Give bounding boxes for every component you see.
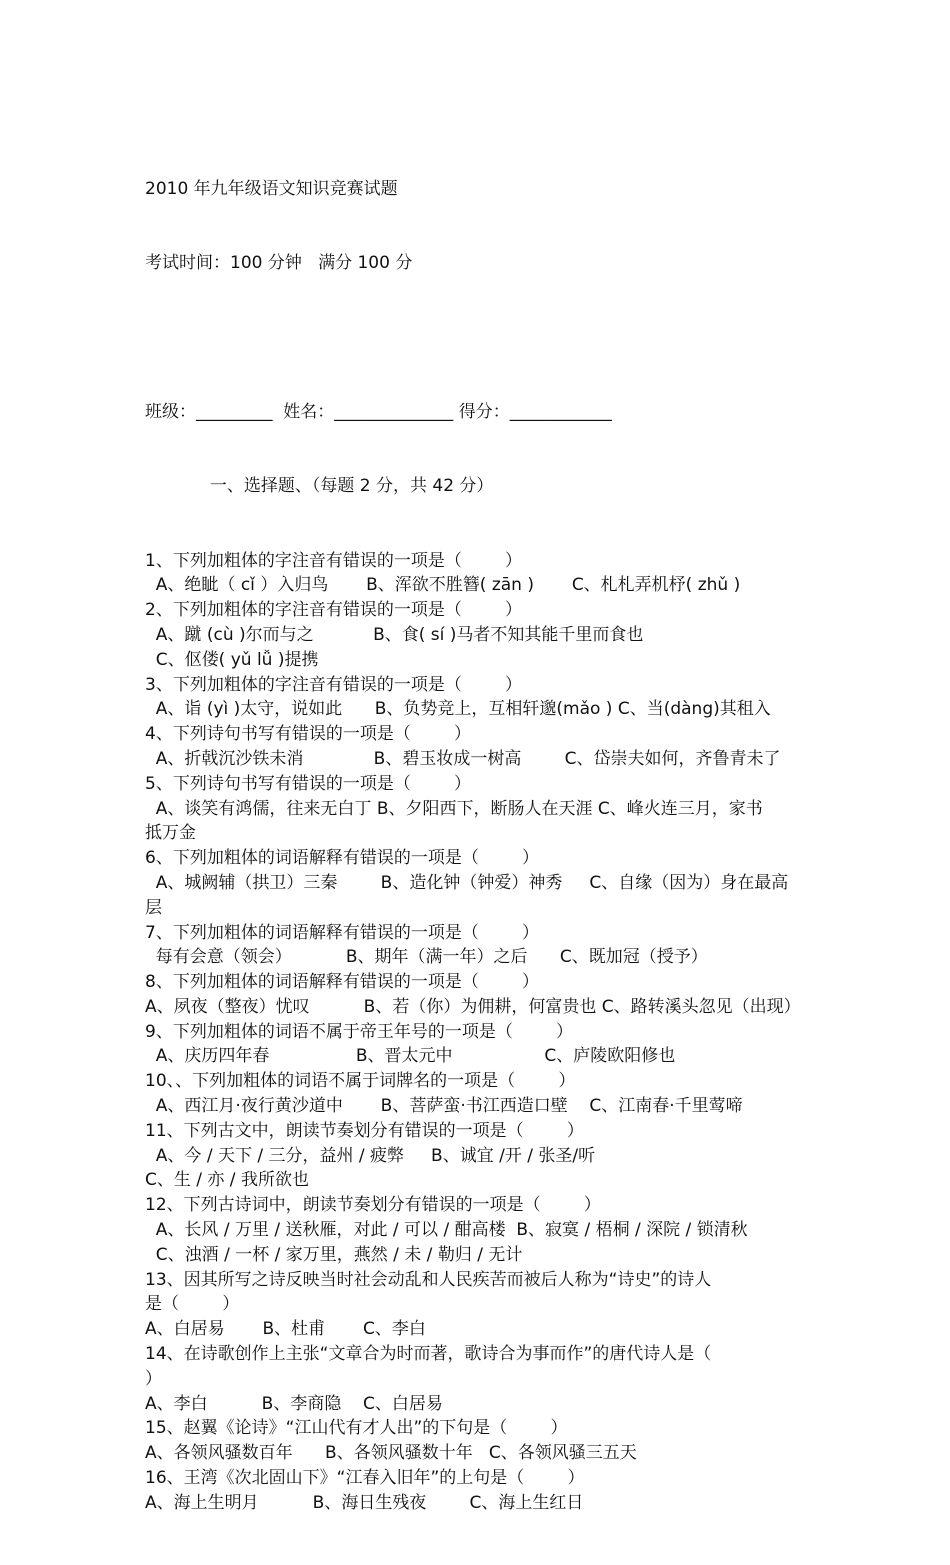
question-line: 15、赵翼《论诗》“江山代有才人出”的下句是（ ）: [145, 1418, 568, 1439]
question-line: 抵万金: [145, 823, 196, 844]
question-line: 8、下列加粗体的词语解释有错误的一项是（ ）: [145, 972, 540, 993]
question-line: A、白居易 B、杜甫 C、李白: [145, 1319, 426, 1340]
exam-title: 2010 年九年级语文知识竞赛试题: [145, 178, 398, 199]
question-line: A、绝眦（ cǐ ）入归鸟 B、浑欲不胜簪( zān ) C、札札弄机杼( zhǔ ): [145, 575, 741, 596]
question-lines: [145, 549, 820, 1516]
exam-content: [145, 127, 820, 1565]
section-heading: 一、选择题、（每题 2 分，共 42 分）: [145, 476, 494, 497]
question-line: 12、下列古诗词中，朗读节奏划分有错误的一项是（ ）: [145, 1195, 601, 1216]
question-line: 3、下列加粗体的字注音有错误的一项是（ ）: [145, 674, 523, 695]
question-line: 7、下列加粗体的词语解释有错误的一项是（ ）: [145, 922, 540, 943]
question-line: A、折戟沉沙铁未消 B、碧玉妆成一树高 C、岱崇夫如何，齐鲁青未了: [145, 748, 781, 769]
question-line: A、夙夜（整夜）忧叹 B、若（你）为佣耕，何富贵也 C、路转溪头忽见（出现）: [145, 996, 801, 1017]
question-line: A、李白 B、李商隐 C、白居易: [145, 1393, 443, 1414]
question-line: A、西江月·夜行黄沙道中 B、菩萨蛮·书江西造口壁 C、江南春·千里莺啼: [145, 1096, 743, 1117]
question-line: A、长风 / 万里 / 送秋雁，对此 / 可以 / 酣高楼 B、寂寞 / 梧桐 / 深院 / 锁清秋: [145, 1220, 748, 1241]
question-line: 14、在诗歌创作上主张“文章合为时而著，歌诗合为事而作”的唐代诗人是（: [145, 1344, 712, 1365]
question-line: 层: [145, 897, 162, 918]
question-line: 4、下列诗句书写有错误的一项是（ ）: [145, 724, 472, 745]
question-line: ）: [145, 1368, 162, 1389]
question-line: 1、下列加粗体的字注音有错误的一项是（ ）: [145, 550, 523, 571]
question-line: A、蹴 (cù )尔而与之 B、食( sí )马者不知其能千里而食也: [145, 624, 644, 645]
question-line: 5、下列诗句书写有错误的一项是（ ）: [145, 773, 472, 794]
question-line: 6、下列加粗体的词语解释有错误的一项是（ ）: [145, 848, 540, 869]
question-line: A、谈笑有鸿儒，往来无白丁 B、夕阳西下，断肠人在天涯 C、峰火连三月，家书: [145, 798, 763, 819]
student-info-line: 班级：_________ 姓名：______________ 得分：____________: [145, 401, 612, 422]
spacer: [145, 325, 820, 350]
question-line: A、城阙辅（拱卫）三秦 B、造化钟（钟爱）神秀 C、自缘（因为）身在最高: [145, 872, 789, 893]
question-line: A、海上生明月 B、海日生残夜 C、海上生红日: [145, 1492, 584, 1513]
question-line: 2、下列加粗体的字注音有错误的一项是（ ）: [145, 600, 523, 621]
question-line: A、庆历四年春 B、晋太元中 C、庐陵欧阳修也: [145, 1046, 676, 1067]
question-line: C、伛偻( yǔ lǚ )提携: [145, 649, 319, 670]
question-line: A、今 / 天下 / 三分，益州 / 疲弊 B、诚宜 /开 / 张圣/听: [145, 1145, 596, 1166]
question-line: 9、下列加粗体的词语不属于帝王年号的一项是（ ）: [145, 1021, 574, 1042]
question-line: 13、因其所写之诗反映当时社会动乱和人民疾苦而被后人称为“诗史”的诗人: [145, 1269, 712, 1290]
question-line: A、诣 (yì )太守，说如此 B、负势竞上，互相轩邈(mǎo ) C、当(dàng)其租入: [145, 699, 771, 720]
exam-time: 考试时间：100 分钟 满分 100 分: [145, 252, 413, 273]
question-line: 每有会意（领会） B、期年（满一年）之后 C、既加冠（授予）: [145, 947, 708, 968]
question-line: A、各领风骚数百年 B、各领风骚数十年 C、各领风骚三五天: [145, 1443, 637, 1464]
question-line: C、生 / 亦 / 我所欲也: [145, 1170, 309, 1191]
question-line: 16、王湾《次北固山下》“江春入旧年”的上句是（ ）: [145, 1468, 585, 1489]
question-line: 10、、下列加粗体的词语不属于词牌名的一项是（ ）: [145, 1071, 576, 1092]
question-line: 11、下列古文中，朗读节奏划分有错误的一项是（ ）: [145, 1120, 584, 1141]
question-line: C、浊酒 / 一杯 / 家万里，燕然 / 未 / 勒归 / 无计: [145, 1244, 523, 1265]
question-line: 是（ ）: [145, 1294, 240, 1315]
